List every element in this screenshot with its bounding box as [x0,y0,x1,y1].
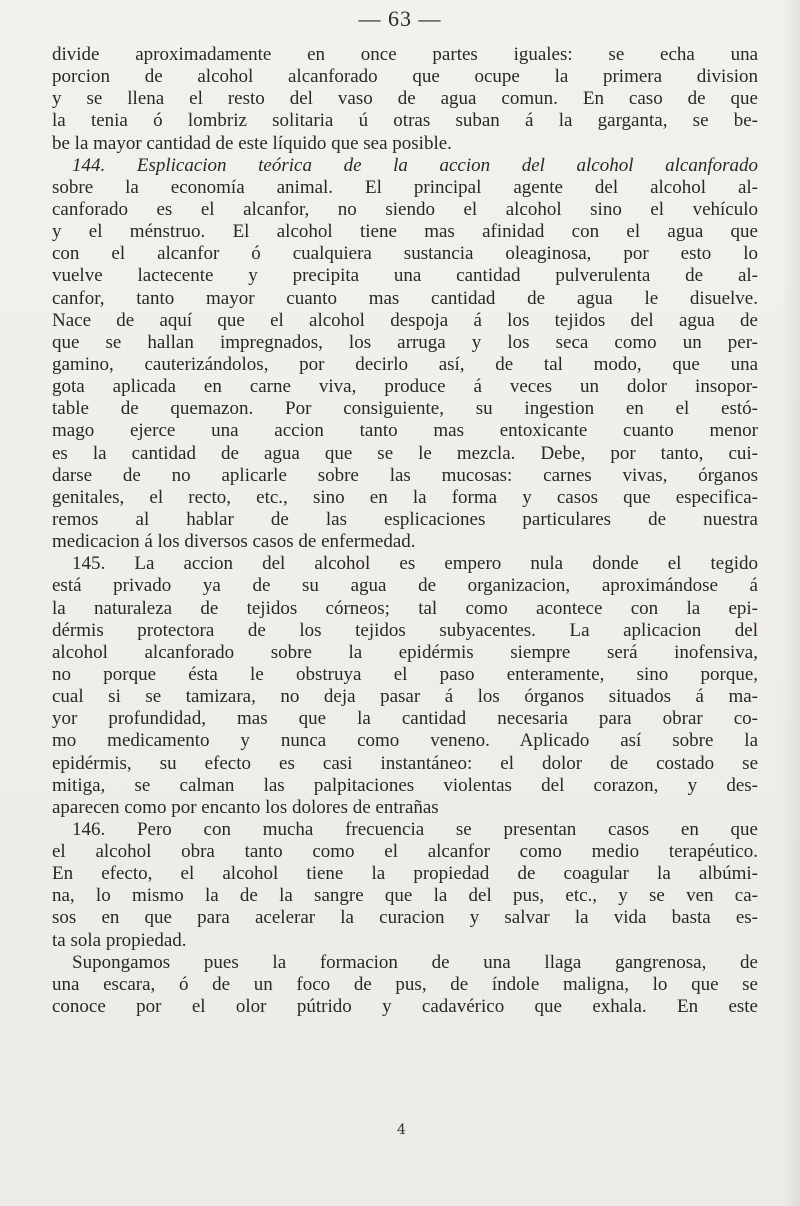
text-line: y el ménstruo. El alcohol tiene mas afinidad con el agua que [52,221,758,243]
text-line: mitiga, se calman las palpitaciones violentas del corazon, y des- [52,774,758,796]
text-line: conoce por el olor pútrido y cadavérico que exhala. En este [52,996,758,1018]
text-line: sobre la economía animal. El principal agente del alcohol al- [52,176,758,198]
text-line: canfor, tanto mayor cuanto mas cantidad de agua le disuelve. [52,287,758,309]
text-line: na, lo mismo la de la sangre que la del pus, etc., y se ven ca- [52,885,758,907]
text-line: table de quemazon. Por consiguiente, su ingestion en el estó- [52,398,758,420]
text-line: be la mayor cantidad de este líquido que sea posible. [52,132,452,154]
paragraph-145-start: 145. La accion del alcohol es empero nula donde el tegido [72,553,758,575]
text-line: alcohol alcanforado sobre la epidérmis siempre será inofensiva, [52,641,758,663]
text-line: está privado ya de su agua de organizacion, aproximándose á [52,575,758,597]
text-line: yor profundidad, mas que la cantidad necesaria para obrar co- [52,708,758,730]
text-line: con el alcanfor ó cualquiera sustancia oleaginosa, por esto lo [52,243,758,265]
text-line: no porque ésta le obstruya el paso enteramente, sino porque, [52,663,758,685]
text-line: remos al hablar de las esplicaciones particulares de nuestra [52,508,758,530]
page-number: — 63 — [358,6,442,31]
text-line: mago ejerce una accion tanto mas entoxicante cuanto menor [52,420,758,442]
text-line: genitales, el recto, etc., sino en la forma y casos que especifica- [52,486,758,508]
text-line: es la cantidad de agua que se le mezcla. Debe, por tanto, cui- [52,442,758,464]
text-line: darse de no aplicarle sobre las mucosas: carnes vivas, órganos [52,464,758,486]
signature-mark: 4 [397,1122,406,1138]
text-line: epidérmis, su efecto es casi instantáneo: el dolor de costado se [52,752,758,774]
text-line: cual si se tamizara, no deja pasar á los órganos situados á ma- [52,686,758,708]
paragraph-146-start: 146. Pero con mucha frecuencia se presentan casos en que [72,818,758,840]
text-line: ta sola propiedad. [52,929,187,951]
text-line: porcion de alcohol alcanforado que ocupe la primera division [52,66,758,88]
text-line: la tenia ó lombriz solitaria ú otras suban á la garganta, se be- [52,110,758,132]
text-line: y se llena el resto del vaso de agua comun. En caso de que [52,88,758,110]
text-line: el alcohol obra tanto como el alcanfor como medio terapéutico. [52,841,758,863]
section-heading-144: 144. Esplicacion teórica de la accion del alcohol alcanforado [72,154,758,176]
text-line: Nace de aquí que el alcohol despoja á los tejidos del agua de [52,309,758,331]
text-line: medicacion á los diversos casos de enfermedad. [52,531,416,553]
text-line: gota aplicada en carne viva, produce á veces un dolor insopor- [52,376,758,398]
text-line: mo medicamento y nunca como veneno. Aplicado así sobre la [52,730,758,752]
text-line: gamino, cauterizándolos, por decirlo así, de tal modo, que una [52,353,758,375]
text-line: divide aproximadamente en once partes iguales: se echa una [52,44,758,65]
text-line: sos en que para acelerar la curacion y salvar la vida basta es- [52,907,758,929]
page-edge-shadow [782,0,800,1206]
text-line: que se hallan impregnados, los arruga y los seca como un per- [52,331,758,353]
body-text [52,44,758,1018]
text-line: la naturaleza de tejidos córneos; tal como acontece con la epi- [52,597,758,619]
text-line: En efecto, el alcohol tiene la propiedad de coagular la albúmi- [52,863,758,885]
text-line: aparecen como por encanto los dolores de entrañas [52,796,439,818]
text-line: dérmis protectora de los tejidos subyacentes. La aplicacion del [52,619,758,641]
text-line: vuelve lactecente y precipita una cantidad pulverulenta de al- [52,265,758,287]
paragraph-start: Supongamos pues la formacion de una llaga gangrenosa, de [72,951,758,973]
text-line: canforado es el alcanfor, no siendo el alcohol sino el vehículo [52,198,758,220]
text-line: una escara, ó de un foco de pus, de índole maligna, lo que se [52,973,758,995]
